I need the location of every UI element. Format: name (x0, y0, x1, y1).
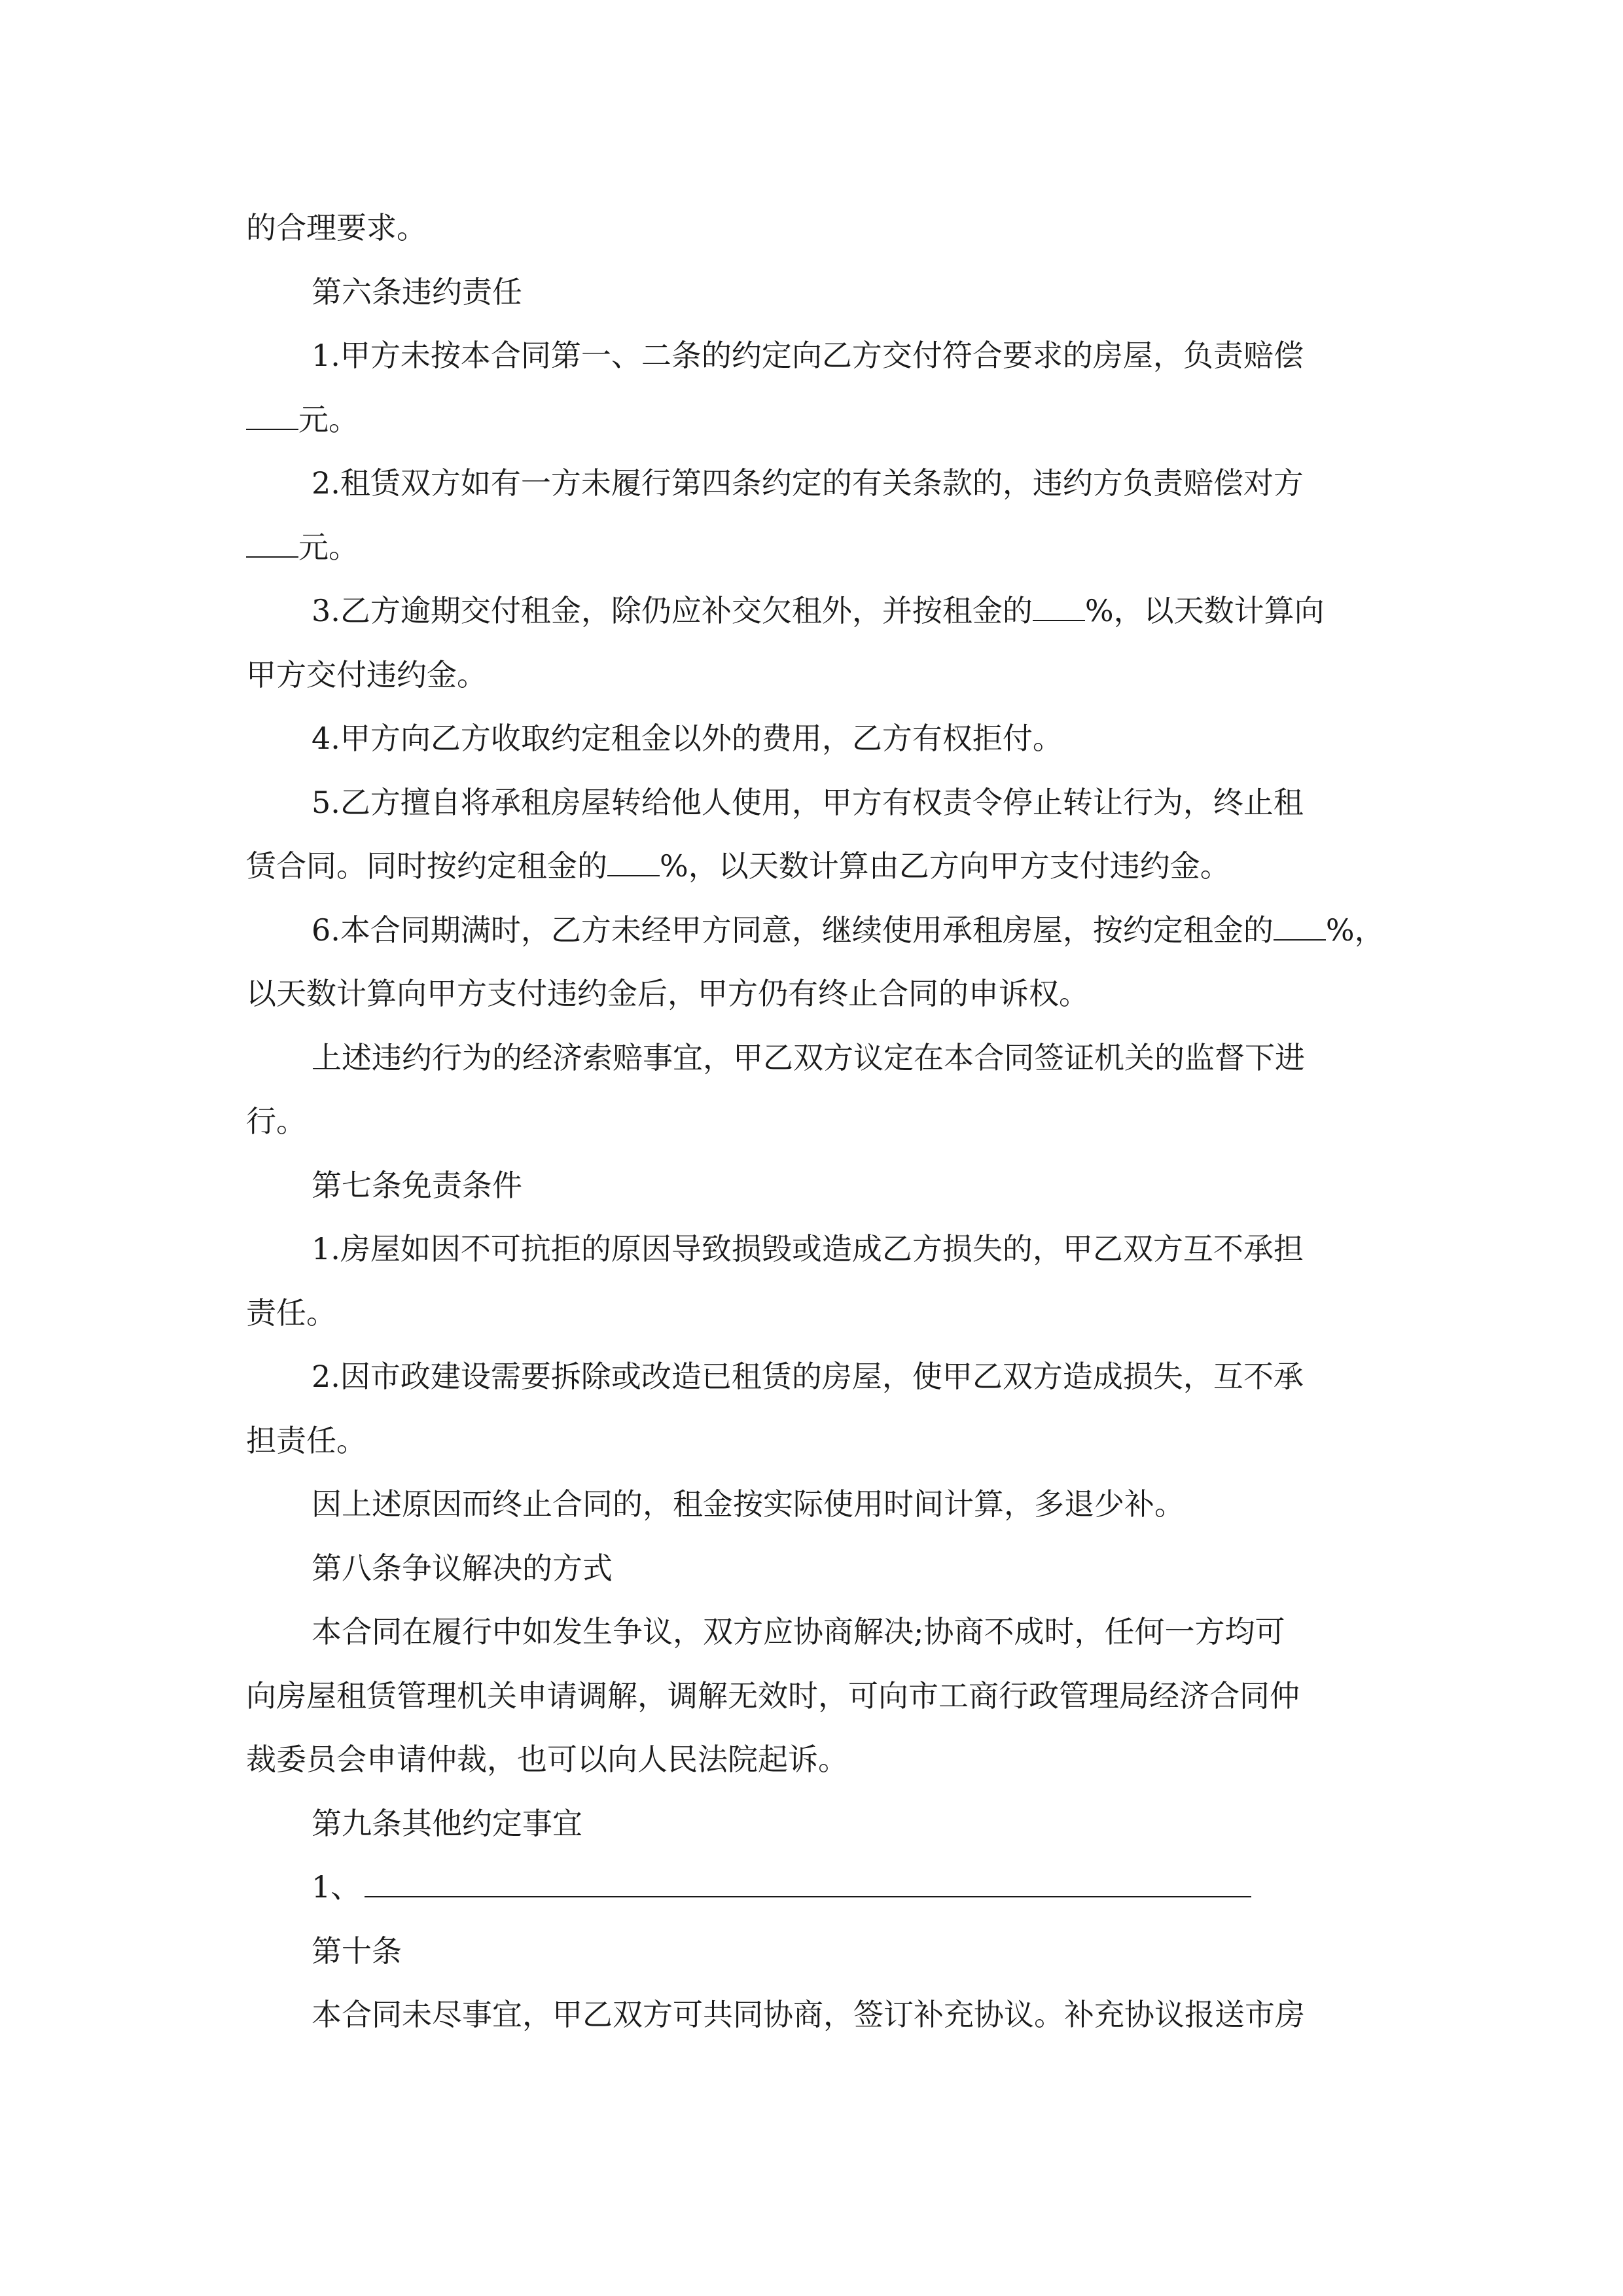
blank-field[interactable] (246, 401, 298, 429)
paragraph-line: 行。 (246, 1103, 306, 1139)
paragraph-line: 1.房屋如因不可抗拒的原因导致损毁或造成乙方损失的，甲乙双方互不承担 (312, 1231, 1304, 1266)
paragraph-line: 以天数计算向甲方支付违约金后，甲方仍有终止合同的申诉权。 (246, 976, 1089, 1011)
blank-field[interactable] (246, 529, 298, 557)
paragraph-line: 元。 (246, 388, 1378, 452)
paragraph-line: 1、 (246, 1856, 1378, 1920)
paragraph-line: 4.甲方向乙方收取约定租金以外的费用，乙方有权拒付。 (312, 721, 1063, 756)
paragraph-line: 2.租赁双方如有一方未履行第四条约定的有关条款的，违约方负责赔偿对方 (312, 465, 1304, 501)
paragraph-line: 上述违约行为的经济索赔事宜，甲乙双方议定在本合同签证机关的监督下进 (312, 1039, 1305, 1075)
section-heading-6: 第六条违约责任 (312, 274, 522, 310)
blank-field-long[interactable] (365, 1869, 1251, 1897)
paragraph-line: 裁委员会申请仲裁，也可以向人民法院起诉。 (246, 1742, 848, 1777)
paragraph-line: 因上述原因而终止合同的，租金按实际使用时间计算，多退少补。 (312, 1486, 1185, 1522)
paragraph-line: 本合同未尽事宜，甲乙双方可共同协商，签订补充协议。补充协议报送市房 (312, 1997, 1305, 2032)
paragraph-line: 本合同在履行中如发生争议，双方应协商解决;协商不成时，任何一方均可 (312, 1614, 1285, 1649)
paragraph-line: 元。 (246, 516, 1378, 580)
paragraph-line: 担责任。 (246, 1422, 366, 1458)
paragraph-line: 3.乙方逾期交付租金，除仍应补交欠租外，并按租金的 %，以天数计算向 (312, 593, 1325, 628)
blank-field[interactable] (607, 848, 660, 876)
section-heading-8: 第八条争议解决的方式 (312, 1550, 613, 1586)
section-heading-7: 第七条免责条件 (312, 1167, 522, 1203)
section-heading-10: 第十条 (312, 1933, 402, 1969)
paragraph-line: 6.本合同期满时，乙方未经甲方同意，继续使用承租房屋，按约定租金的 %， (312, 912, 1385, 948)
section-heading-9: 第九条其他约定事宜 (312, 1805, 582, 1841)
paragraph-line: 甲方交付违约金。 (246, 656, 487, 692)
paragraph-line: 1.甲方未按本合同第一、二条的约定向乙方交付符合要求的房屋，负责赔偿 (312, 338, 1304, 373)
blank-field[interactable] (1274, 912, 1326, 940)
paragraph-line: 的合理要求。 (246, 210, 427, 245)
blank-field[interactable] (1033, 593, 1085, 621)
paragraph-line: 5.乙方擅自将承租房屋转给他人使用，甲方有权责令停止转让行为，终止租 (312, 784, 1304, 820)
paragraph-line: 2.因市政建设需要拆除或改造已租赁的房屋，使甲乙双方造成损失，互不承 (312, 1359, 1304, 1394)
document-body (246, 196, 1385, 2047)
paragraph-line: 责任。 (246, 1295, 336, 1331)
paragraph-line: 向房屋租赁管理机关申请调解，调解无效时，可向市工商行政管理局经济合同仲 (246, 1677, 1300, 1713)
paragraph-line: 赁合同。同时按约定租金的 %，以天数计算由乙方向甲方支付违约金。 (246, 848, 1230, 884)
